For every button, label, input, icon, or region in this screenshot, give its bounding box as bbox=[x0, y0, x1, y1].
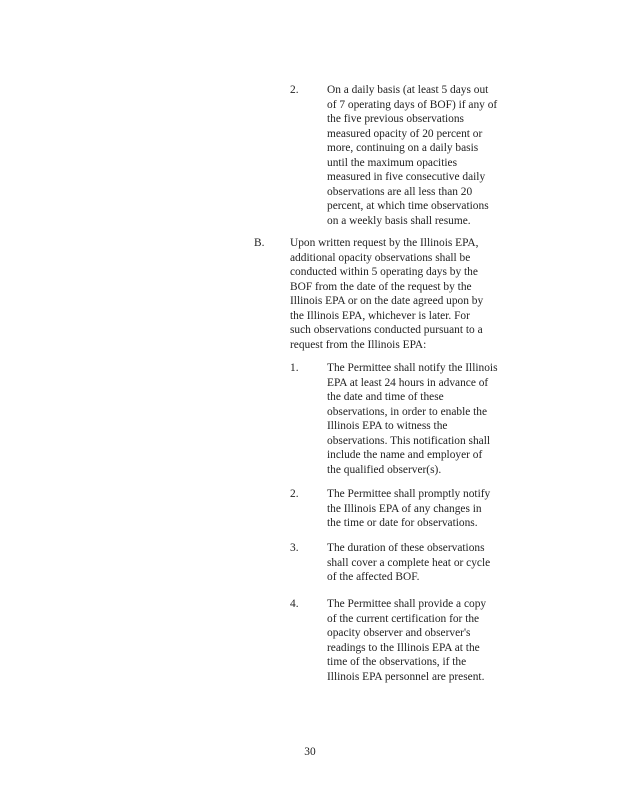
text-line: readings to the Illinois EPA at the bbox=[327, 641, 480, 654]
text-line: The Permittee shall provide a copy bbox=[327, 598, 487, 610]
text-line: The duration of these observations bbox=[327, 542, 485, 554]
sub-item-3-number: 3. bbox=[290, 542, 299, 554]
text-line: the qualified observer(s). bbox=[327, 463, 442, 476]
text-line: time of the observations, if the bbox=[327, 656, 467, 668]
text-line: conducted within 5 operating days by the bbox=[290, 266, 478, 278]
text-line: of 7 operating days of BOF) if any of bbox=[327, 98, 498, 111]
text-line: The Permittee shall promptly notify bbox=[327, 488, 491, 500]
sub-item-4-number: 4. bbox=[290, 598, 299, 610]
item-2-number: 2. bbox=[290, 84, 299, 96]
text-line: On a daily basis (at least 5 days out bbox=[327, 84, 489, 96]
text-line: the five previous observations bbox=[327, 113, 464, 125]
text-line: observations. This notification shall bbox=[327, 434, 491, 447]
text-line: on a weekly basis shall resume. bbox=[327, 214, 471, 227]
text-line: measured in five consecutive daily bbox=[327, 171, 486, 183]
text-line: until the maximum opacities bbox=[327, 156, 458, 169]
text-line: request from the Illinois EPA: bbox=[290, 338, 427, 351]
page-number: 30 bbox=[304, 746, 316, 758]
text-line: EPA at least 24 hours in advance of bbox=[327, 376, 489, 389]
text-line: of the current certification for the bbox=[327, 612, 480, 625]
text-line: The Permittee shall notify the Illinois bbox=[327, 362, 498, 374]
text-line: percent, at which time observations bbox=[327, 200, 489, 212]
text-line: include the name and employer of bbox=[327, 449, 483, 461]
text-line: additional opacity observations shall be bbox=[290, 251, 471, 264]
text-line: the Illinois EPA, whichever is later. For bbox=[290, 309, 470, 322]
text-line: Illinois EPA or on the date agreed upon by bbox=[290, 295, 484, 307]
text-line: BOF from the date of the request by the bbox=[290, 280, 472, 293]
text-line: opacity observer and observer's bbox=[327, 627, 471, 639]
text-line: the Illinois EPA of any changes in bbox=[327, 502, 482, 515]
text-line: of the affected BOF. bbox=[327, 571, 420, 583]
text-line: measured opacity of 20 percent or bbox=[327, 127, 483, 140]
section-b-label: B. bbox=[254, 237, 265, 249]
text-line: Illinois EPA to witness the bbox=[327, 420, 448, 432]
text-line: observations, in order to enable the bbox=[327, 405, 488, 418]
text-line: shall cover a complete heat or cycle bbox=[327, 556, 491, 569]
text-line: observations are all less than 20 bbox=[327, 185, 473, 198]
text-line: Upon written request by the Illinois EPA, bbox=[290, 237, 479, 249]
text-line: the time or date for observations. bbox=[327, 517, 478, 529]
text-line: the date and time of these bbox=[327, 391, 444, 403]
text-line: such observations conducted pursuant to a bbox=[290, 324, 483, 336]
text-line: Illinois EPA personnel are present. bbox=[327, 670, 485, 683]
sub-item-2-number: 2. bbox=[290, 488, 299, 500]
text-line: more, continuing on a daily basis bbox=[327, 142, 479, 154]
sub-item-1-number: 1. bbox=[290, 362, 299, 374]
